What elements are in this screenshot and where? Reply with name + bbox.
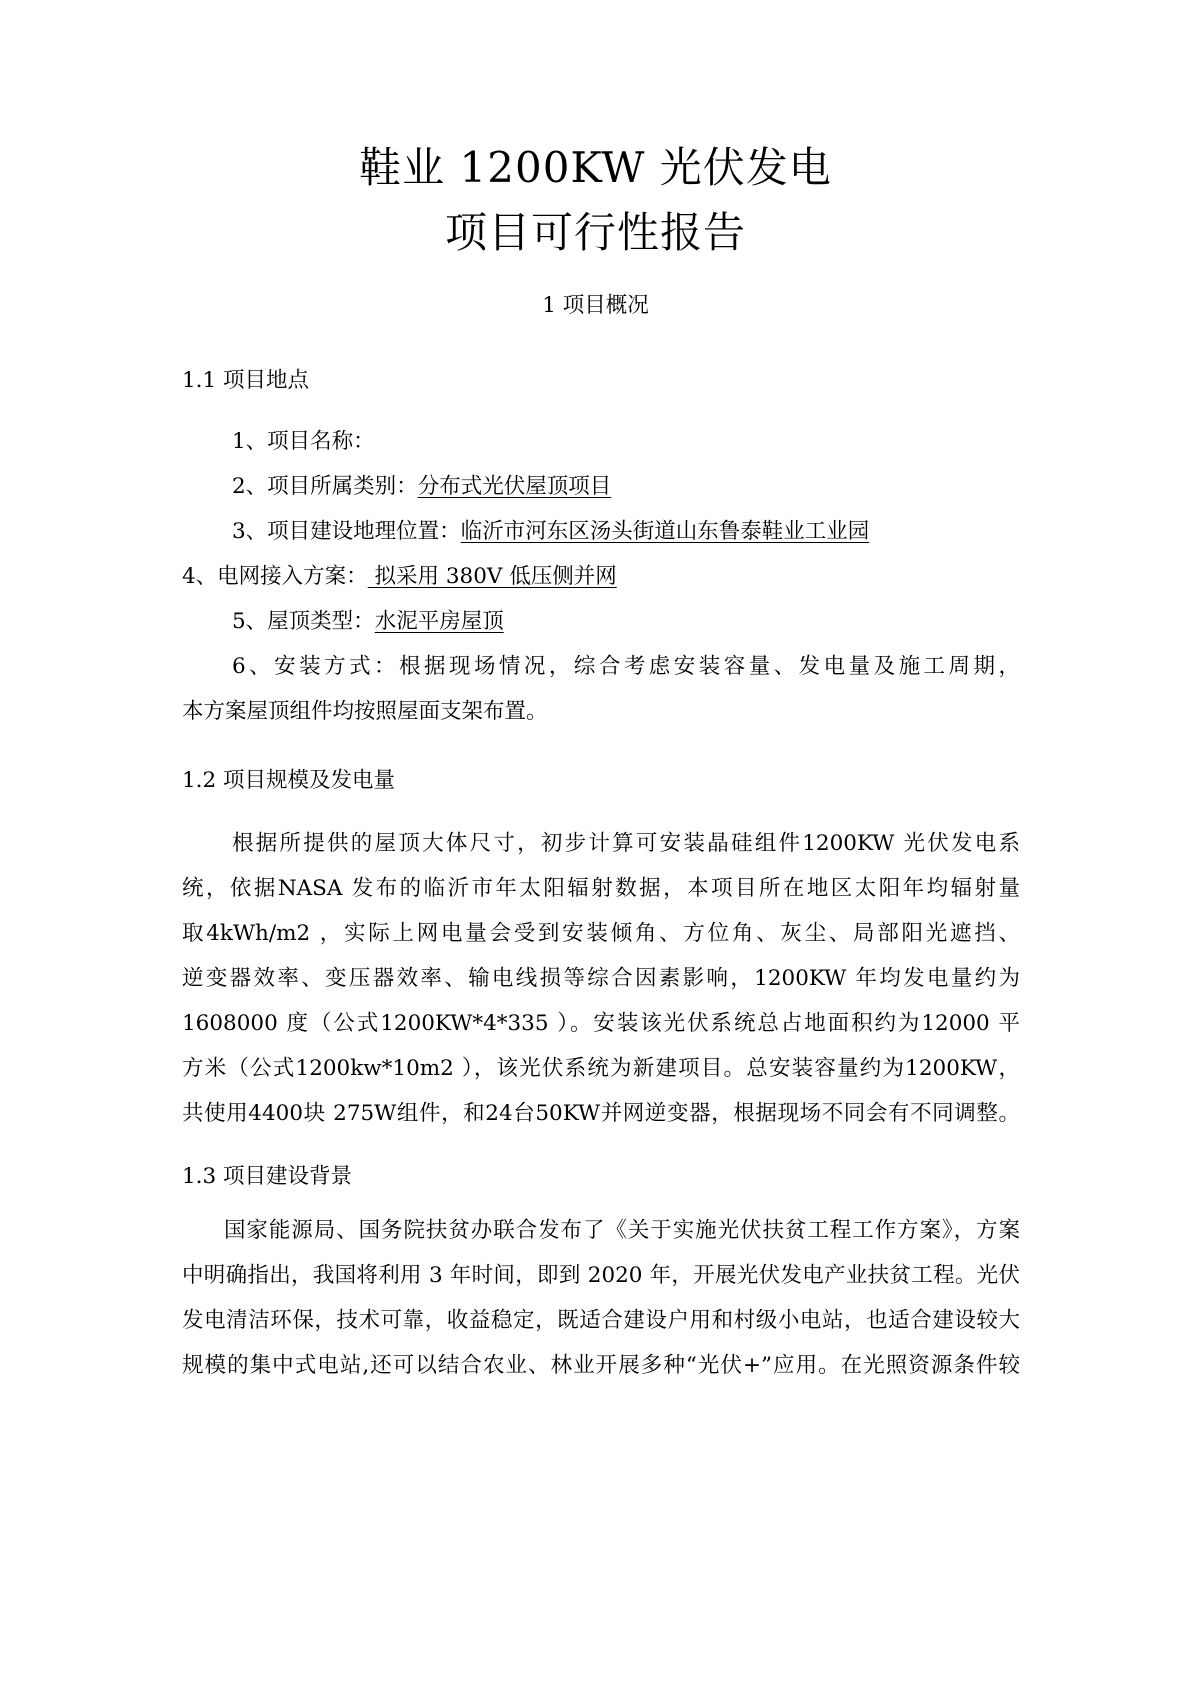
paragraph-line: 根据所提供的屋顶大体尺寸，初步计算可安装晶硅组件1200KW 光伏发电系	[232, 831, 1020, 856]
item-value: 水泥平房屋顶	[374, 609, 504, 634]
paragraph-line: 共使用4400块 275W组件，和24台50KW并网逆变器，根据现场不同会有不同调整。	[182, 1101, 1020, 1126]
paragraph-line: 发电清洁环保，技术可靠，收益稳定，既适合建设户用和村级小电站，也适合建设较大	[182, 1308, 1020, 1333]
paragraph-line: 1608000 度（公式1200KW*4*335 ）。安装该光伏系统总占地面积约为12000 平	[182, 1011, 1020, 1036]
item-grid-connection	[182, 563, 617, 591]
paragraph-line: 本方案屋顶组件均按照屋面支架布置。	[182, 699, 548, 724]
section-heading-1-3: 1.3 项目建设背景	[182, 1164, 353, 1189]
paragraph-line: 国家能源局、国务院扶贫办联合发布了《关于实施光伏扶贫工程工作方案》，方案	[224, 1218, 1020, 1243]
document-title-line1: 鞋业 1200KW 光伏发电	[359, 143, 832, 192]
paragraph-line: 逆变器效率、变压器效率、输电线损等综合因素影响，1200KW 年均发电量约为	[182, 966, 1020, 991]
section-heading-1: 1 项目概况	[542, 293, 649, 318]
item-project-category	[232, 473, 611, 501]
paragraph-line: 中明确指出，我国将利用 3 年时间，即到 2020 年，开展光伏发电产业扶贫工程。光伏	[182, 1263, 1020, 1288]
item-roof-type	[232, 608, 504, 636]
item-value: 临沂市河东区汤头街道山东鲁泰鞋业工业园	[460, 519, 870, 544]
section-heading-1-1: 1.1 项目地点	[182, 368, 310, 393]
item-label: 5、屋顶类型：	[232, 609, 375, 634]
section-heading-1-2: 1.2 项目规模及发电量	[182, 768, 396, 793]
item-label: 3、项目建设地理位置：	[232, 519, 461, 544]
item-value: 分布式光伏屋顶项目	[417, 474, 612, 499]
item-label: 4、电网接入方案：	[182, 564, 368, 589]
item-label: 2、项目所属类别：	[232, 474, 418, 499]
document-title-line2: 项目可行性报告	[444, 208, 746, 257]
paragraph-line: 方米（公式1200kw*10m2 ），该光伏系统为新建项目。总安装容量约为1200KW，	[182, 1056, 1020, 1081]
paragraph-line: 6、安装方式：根据现场情况，综合考虑安装容量、发电量及施工周期，	[232, 654, 1020, 679]
item-project-location	[232, 518, 869, 546]
paragraph-line: 规模的集中式电站,还可以结合农业、林业开展多种“光伏+”应用。在光照资源条件较	[182, 1353, 1020, 1378]
item-project-name: 1、项目名称：	[232, 429, 375, 454]
paragraph-line: 统，依据NASA 发布的临沂市年太阳辐射数据，本项目所在地区太阳年均辐射量	[182, 876, 1020, 901]
item-value: 拟采用 380V 低压侧并网	[367, 564, 617, 589]
paragraph-line: 取4kWh/m2 ，实际上网电量会受到安装倾角、方位角、灰尘、局部阳光遮挡、	[182, 921, 1020, 946]
